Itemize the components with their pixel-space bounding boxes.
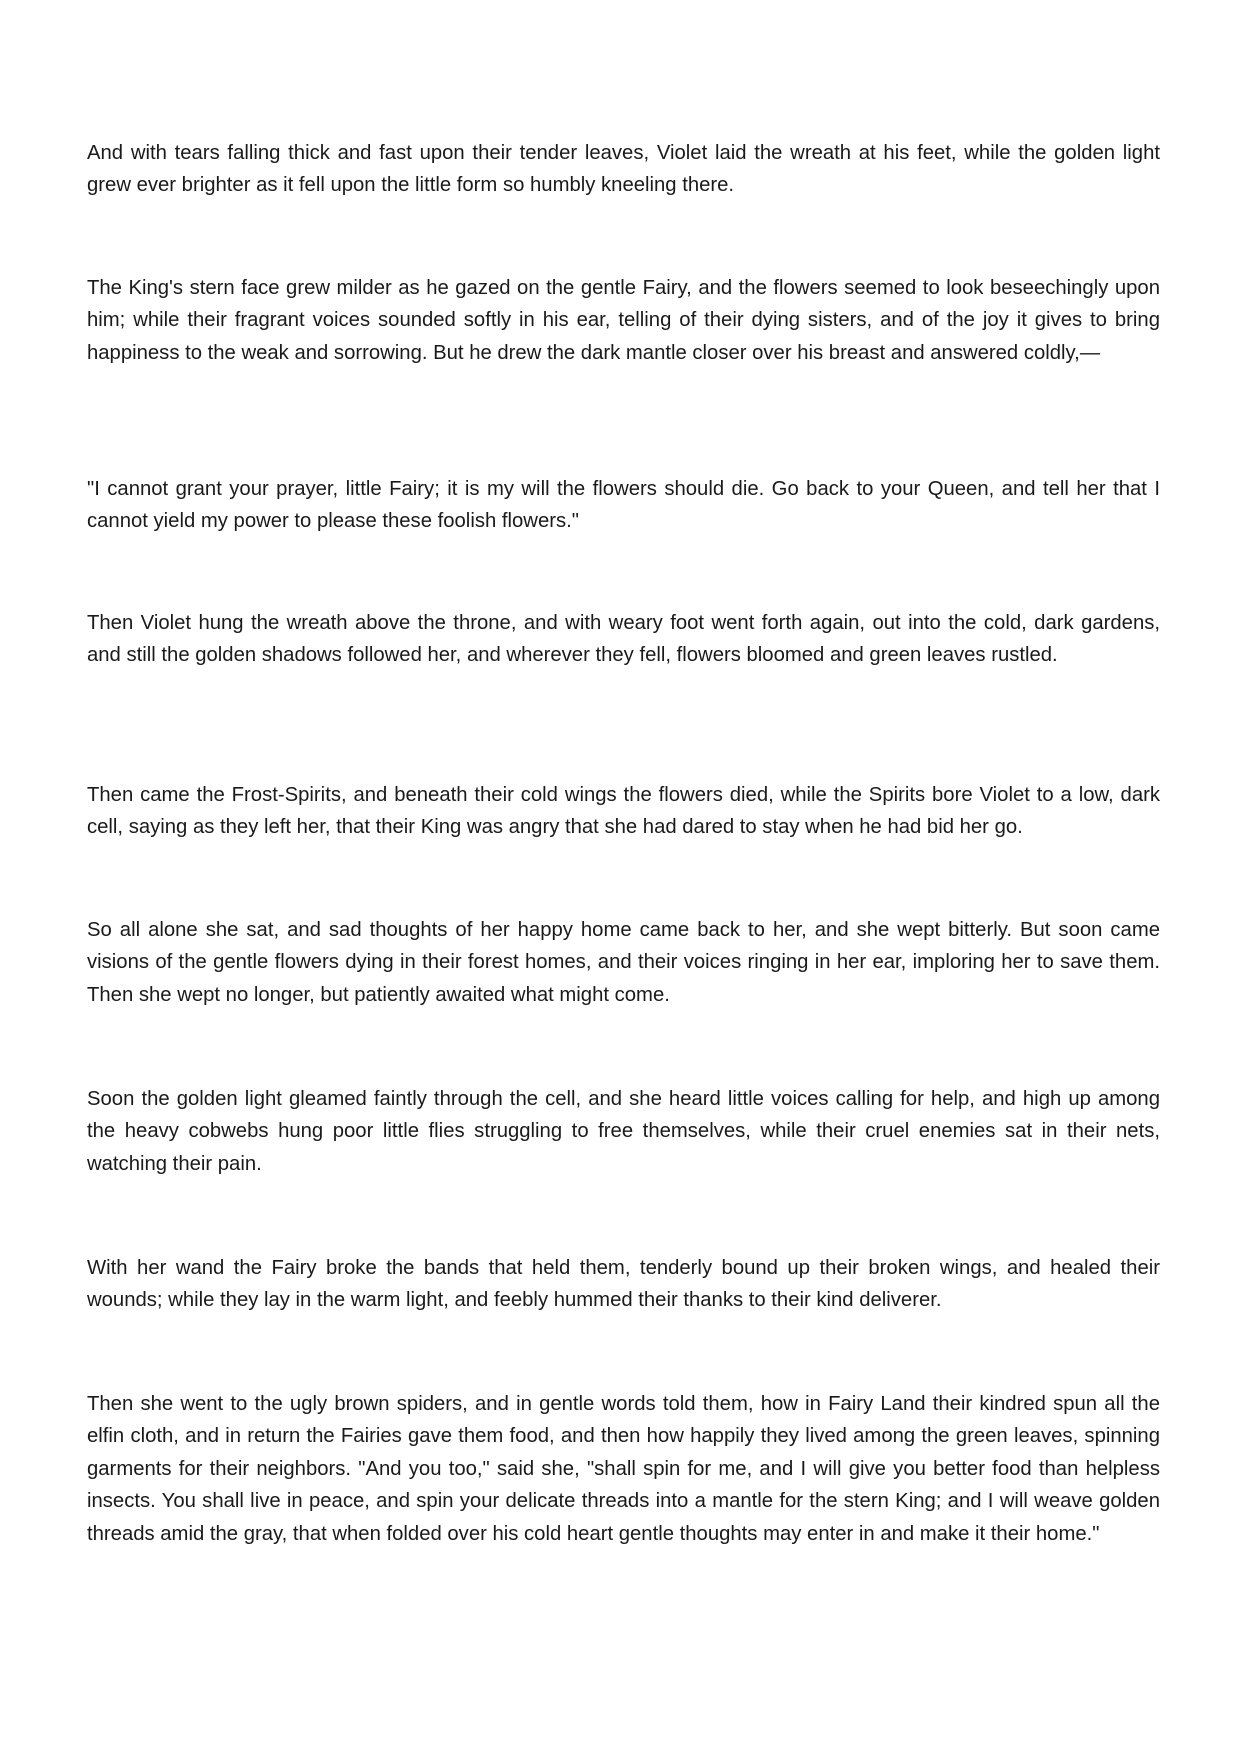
paragraph-5: Then came the Frost-Spirits, and beneath their cold wings the flowers died, while the Spirits bore Violet to a low, dark cell, saying as they left her, that their King was angry that she had dared to stay when he had bid her go. [87,784,1160,839]
paragraph-8: With her wand the Fairy broke the bands that held them, tenderly bound up their broken wings, and healed their wounds; while they lay in the warm light, and feebly hummed their thanks to their kind deliverer. [87,1257,1160,1312]
paragraph-9: Then she went to the ugly brown spiders, and in gentle words told them, how in Fairy Land their kindred spun all the elfin cloth, and in return the Fairies gave them food, and then how happily they lived among the green leaves, spinning garments for their neighbors. "And you too," said she, "shall spin for me, and I will give you better food than helpless insects. You shall live in peace, and spin your delicate threads into a mantle for the stern King; and I will weave golden threads amid the gray, that when folded over his cold heart gentle thoughts may enter in and make it their home." [87,1393,1160,1545]
paragraph-4: Then Violet hung the wreath above the throne, and with weary foot went forth again, out into the cold, dark gardens, and still the golden shadows followed her, and wherever they fell, flowers bloomed and green leaves rustled. [87,612,1160,667]
paragraph-7: Soon the golden light gleamed faintly through the cell, and she heard little voices calling for help, and high up among the heavy cobwebs hung poor little flies struggling to free themselves, while their cruel enemies sat in their nets, watching their pain. [87,1088,1160,1175]
paragraph-3: "I cannot grant your prayer, little Fairy; it is my will the flowers should die. Go back to your Queen, and tell her that I cannot yield my power to please these foolish flowers." [87,478,1160,533]
paragraph-2: The King's stern face grew milder as he gazed on the gentle Fairy, and the flowers seemed to look beseechingly upon him; while their fragrant voices sounded softly in his ear, telling of their dying sisters, and of the joy it gives to bring happiness to the weak and sorrowing. But he drew the dark mantle closer over his breast and answered coldly,— [87,277,1160,364]
paragraph-1: And with tears falling thick and fast upon their tender leaves, Violet laid the wreath at his feet, while the golden light grew ever brighter as it fell upon the little form so humbly kneeling there. [87,142,1160,197]
paragraph-6: So all alone she sat, and sad thoughts of her happy home came back to her, and she wept bitterly. But soon came visions of the gentle flowers dying in their forest homes, and their voices ringing in her ear, imploring her to save them. Then she wept no longer, but patiently awaited what might come. [87,919,1160,1006]
